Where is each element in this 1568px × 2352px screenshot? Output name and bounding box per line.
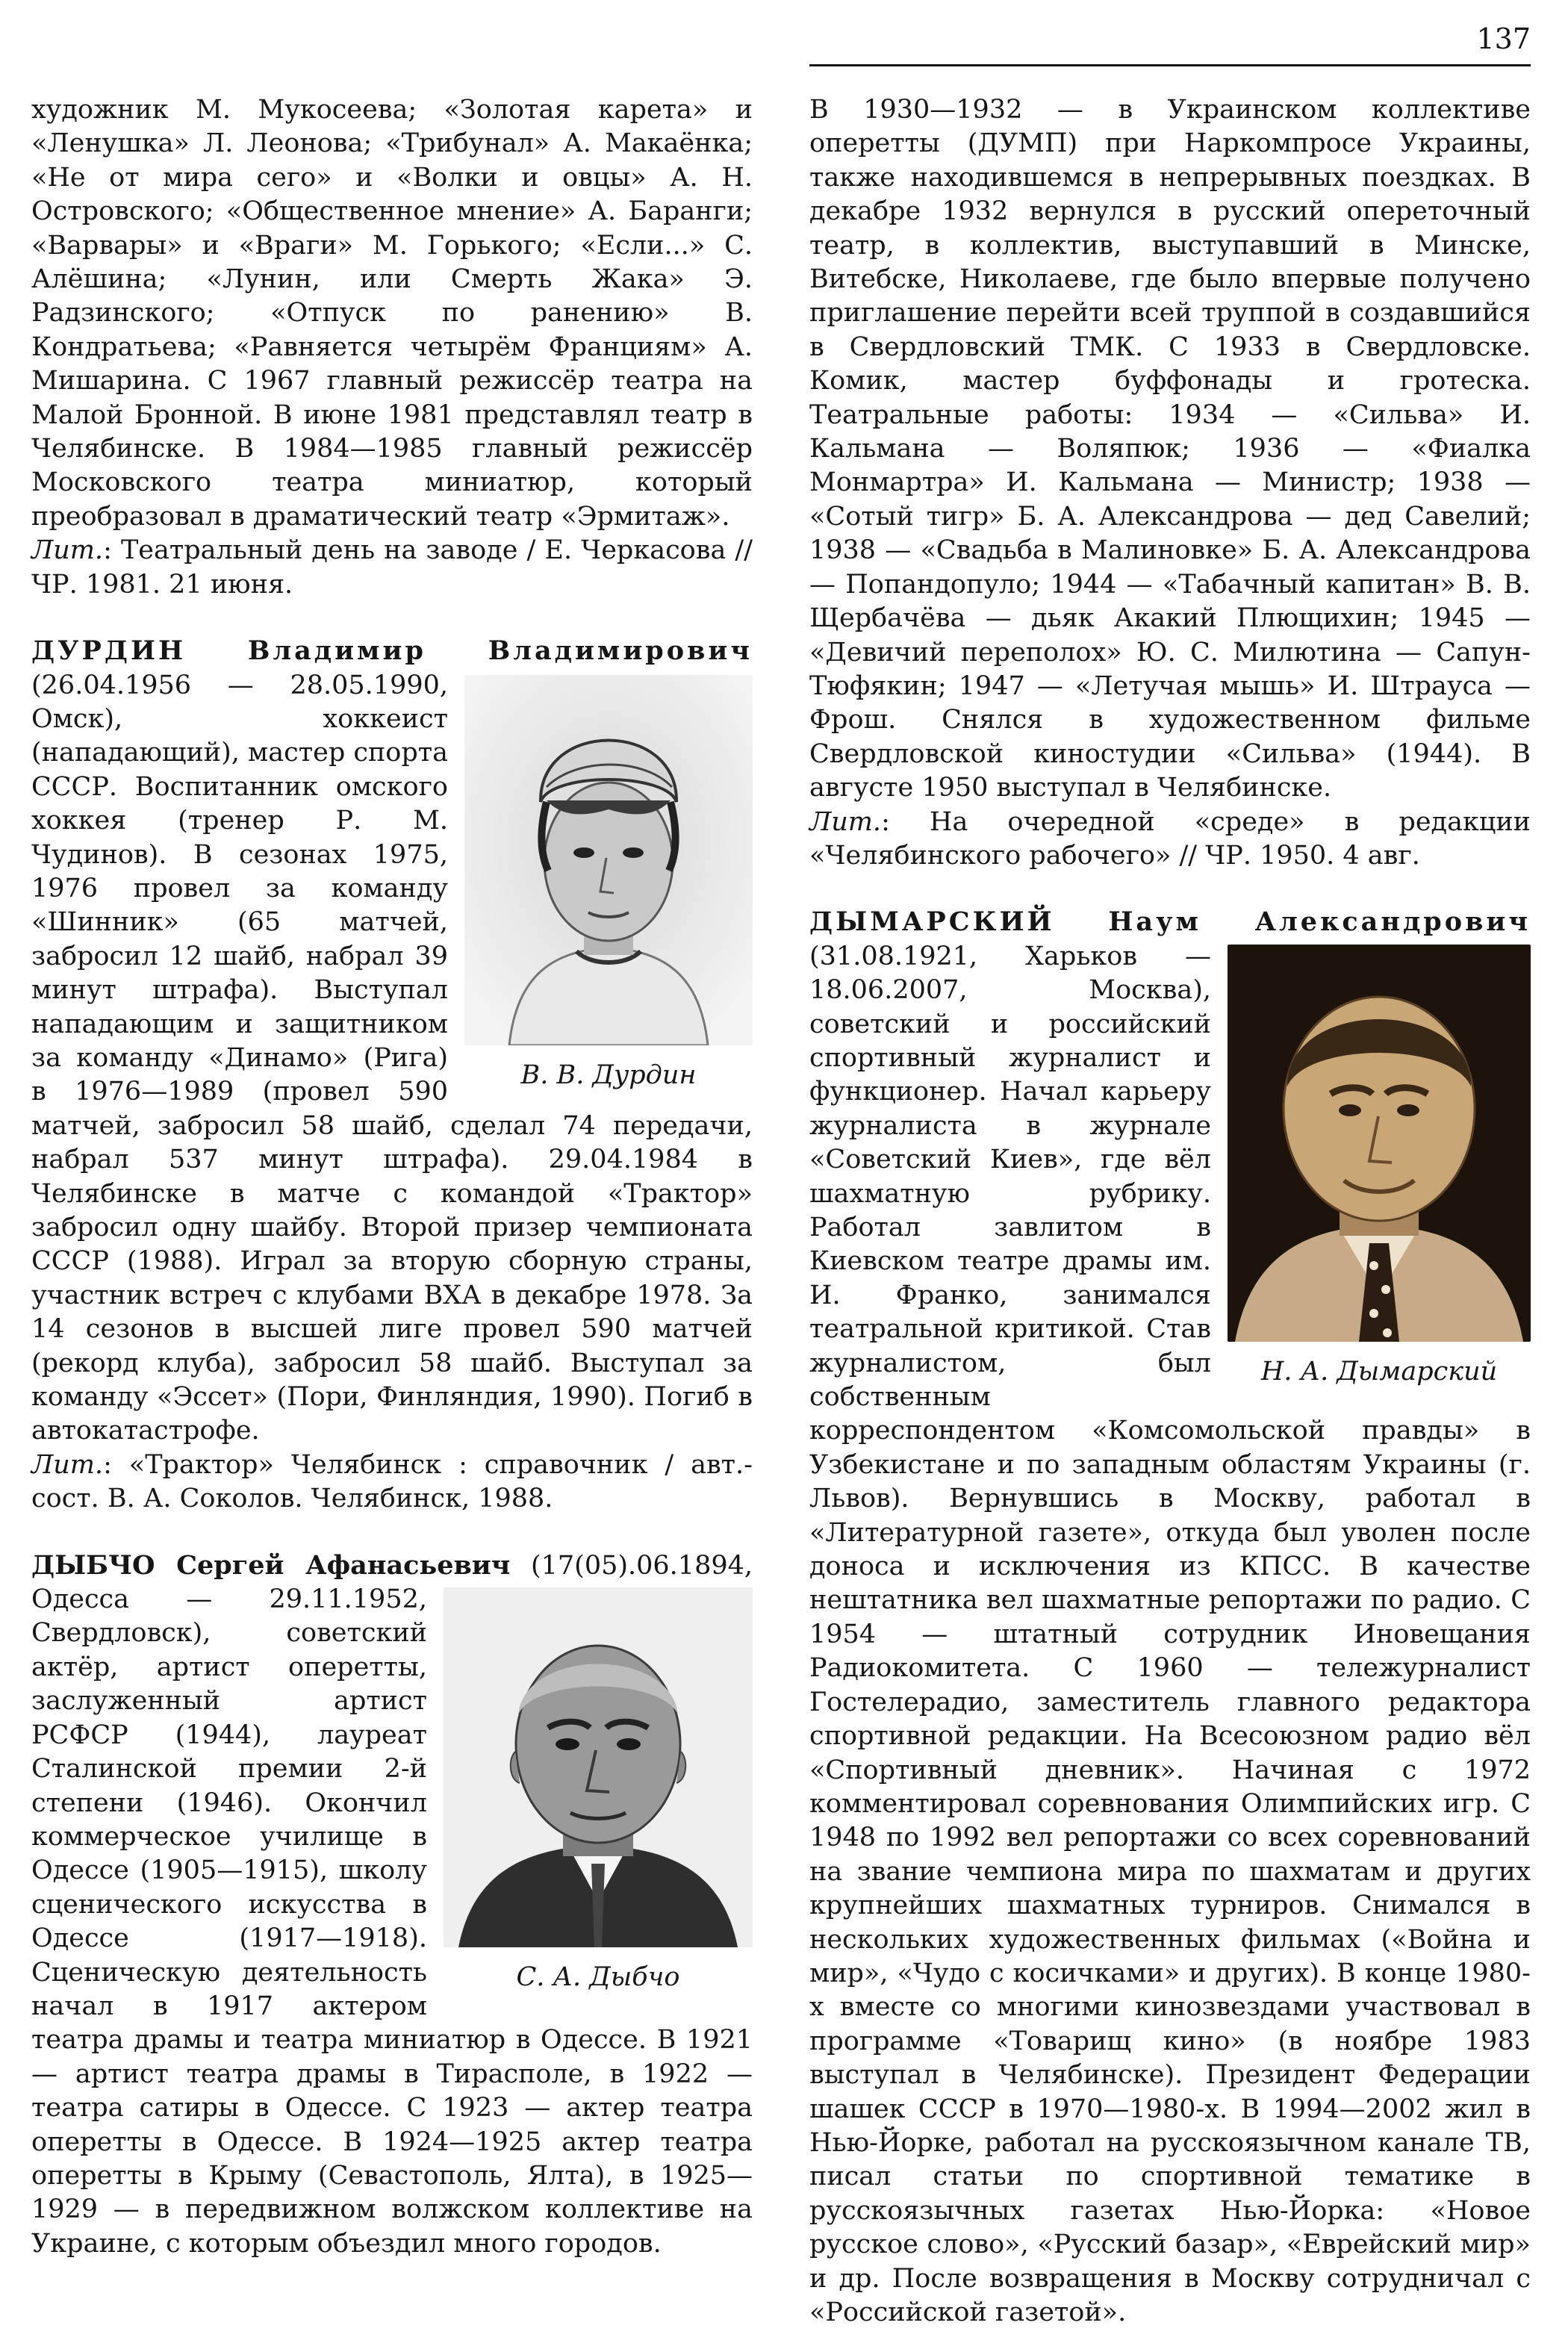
entry-text: (26.04.1956 — 28.05.1990, Омск), хоккеист (нападающий), мастер спорта СССР. Воспитанник омского хоккея (тренер Р. М. Чудинов). В сезонах 1975, 1976 провел за команду «Шинник» (65 матчей, забросил 12 шайб, набрал 39 минут штрафа). Выступал нападающим и защитником за команду «Динамо» (Рига) в 1976—1989 (провел 590 матчей, забросил 58 шайб, сделал 74 передачи, набрал 537 минут штрафа). 29.04.1984 в Челябинске в матче с командой «Трактор» забросил одну шайбу. Второй призер чемпионата СССР (1988). Играл за вторую сборную страны, участник встреч с клубами ВХА в декабре 1978. За 14 сезонов в высшей лиге провел 590 матчей (рекорд клуба), забросил 58 шайб. Выступал за команду «Эссет» (Пори, Финляндия, 1990). Погиб в автокатастрофе. xyxy=(31,670,753,1446)
left-column xyxy=(31,93,753,2261)
figure-caption: С. А. Дыбчо xyxy=(516,1962,680,1993)
entry-durdin: ДУРДИН Владимир Владимирович В. В. Дурдин (26.04.1956 — 28.05.1990, Омск), хоккеист (нападающий), мастер спорта СССР. Воспитанник омского хоккея (тренер Р. М. Чудинов). В сезонах 1975, 1976 провел за команду «Шинник» (65 матчей, забросил 12 шайб, набрал 39 минут штрафа). Выступал нападающим и защитником за команду «Динамо» (Рига) в 1976—1989 (провел 590 матчей, забросил 58 шайб, сделал 74 передачи, набрал 537 минут штрафа). 29.04.1984 в Челябинске в матче с командой «Трактор» забросил одну шайбу. Второй призер чемпионата СССР (1988). Играл за вторую сборную страны, участник встреч с клубами ВХА в декабре 1978. За 14 сезонов в высшей лиге провел 590 матчей (рекорд клуба), забросил 58 шайб. Выступал за команду «Эссет» (Пори, Финляндия, 1990). Погиб в автокатастрофе. Лит.: «Трактор» Челябинск : справочник / авт.-сост. В. А. Соколов. Челябинск, 1988. xyxy=(31,635,753,1514)
figure-dybcho xyxy=(444,1587,753,1994)
header-rule xyxy=(809,64,1531,66)
dybcho-continuation: В 1930—1932 — в Украинском коллективе оперетты (ДУМП) при Наркомпросе Украины, также находившемся в непрерывных поездках. В декабре 1932 вернулся в русский опереточный театр, в коллектив, выступавший в Минске, Витебске, Николаеве, где было впервые получено приглашение перейти всей труппой в создавшийся в Свердловский ТМК. С 1933 в Свердловске. Комик, мастер буффонады и гротеска. Театральные работы: 1934 — «Сильва» И. Кальмана — Воляпюк; 1936 — «Фиалка Монмартра» И. Кальмана — Министр; 1938 — «Сотый тигр» Б. А. Александрова — дед Савелий; 1938 — «Свадьба в Малиновке» Б. А. Александрова — Попандопуло; 1944 — «Табачный капитан» В. В. Щербачёва — дьяк Акакий Плющихин; 1945 — «Девичий переполох» Ю. С. Милютина — Сапун-Тюфякин; 1947 — «Летучая мышь» И. Штрауса — Фрош. Снялся в художественном фильме Свердловской киностудии «Сильва» (1944). В августе 1950 выступал в Челябинске. Лит.: На очередной «среде» в редакции «Челябинского рабочего» // ЧР. 1950. 4 авг. xyxy=(809,95,1531,871)
man-portrait-sepia-icon xyxy=(1228,945,1531,1342)
entry-dybcho xyxy=(31,1549,753,2262)
entry-literature: : «Трактор» Челябинск : справочник / авт.-сост. В. А. Соколов. Челябинск, 1988. xyxy=(31,1449,753,1514)
figure-caption: Н. А. Дымарский xyxy=(1260,1356,1498,1387)
figure-dymarsky xyxy=(1228,945,1531,1389)
entry-text: (17(05).06.1894, Одесса — 29.11.1952, Свердловск), советский актёр, артист оперетты, заслуженный артист РСФСР (1944), лауреат Сталинской премии 2-й степени (1946). Окончил коммерческое училище в Одессе (1905—1915), школу сценического искусства в Одессе (1917—1918). Сценическую деятельность начал в 1917 актером театра драмы и театра миниатюр в Одессе. В 1921 — артист театра драмы в Тирасполе, в 1922 — театра сатиры в Одессе. С 1923 — актер театра оперетты в Одессе. В 1924—1925 актер театра оперетты в Крыму (Севастополь, Ялта), в 1925—1929 — в передвижном волжском коллективе на Украине, с которым объездил много городов. xyxy=(31,1550,753,2259)
previous-entry-continuation: художник М. Мукосеева; «Золотая карета» и «Ленушка» Л. Леонова; «Трибунал» А. Макаёнка; «Не от мира сего» и «Волки и овцы» А. Н. Островского; «Общественное мнение» А. Баранги; «Варвары» и «Враги» М. Горького; «Если...» С. Алёшина; «Лунин, или Смерть Жака» Э. Радзинского; «Отпуск по ранению» В. Кондратьева; «Равняется четырём Франциям» А. Мишарина. С 1967 главный режиссёр театра на Малой Бронной. В июне 1981 представлял театр в Челябинске. В 1984—1985 главный режиссёр Московского театра миниатюр, который преобразовал в драматический театр «Эрмитаж». Лит.: Театральный день на заводе / Е. Черкасова // ЧР. 1981. 21 июня. xyxy=(31,95,753,600)
right-column xyxy=(809,93,1531,2330)
entry-name: ДЫМАРСКИЙ Наум Александрович xyxy=(809,906,1531,938)
figure-durdin xyxy=(464,675,753,1092)
page-number: 137 xyxy=(1476,22,1531,55)
entry-text: (31.08.1921, Харьков — 18.06.2007, Москва), советский и российский спортивный журналист и функционер. Начал карьеру журналиста в журнале «Советский Киев», где вёл шахматную рубрику. Работал завлитом в Киевском театре драмы им. И. Франко, занимался театральной критикой. Став журналистом, был собственным корреспондентом «Комсомольской правды» в Узбекистане и по западным областям Украины (г. Львов). Вернувшись в Москву, работал в «Литературной газете», откуда был уволен после доноса и исключения из КПСС. В качестве нештатника вел шахматные репортажи по радио. С 1954 — штатный сотрудник Иновещания Радиокомитета. С 1960 — тележурналист Гостелерадио, заместитель главного редактора спортивной редакции. На Всесоюзном радио вёл «Спортивный дневник». Начиная с 1972 комментировал соревнования Олимпийских игр. С 1948 по 1992 вел репортажи со всех соревнований на звание чемпиона мира по шахматам и других крупнейших шахматных турниров. Снимался в нескольких художественных фильмах («Война и мир», «Чудо с косичками» и других). В конце 1980-х вместе со многими кинозвездами участвовал в программе «Товарищ кино» (в ноябре 1983 выступал в Челябинске). Президент Федерации шашек СССР в 1970—1980-х. В 1994—2002 жил в Нью-Йорке, работал на русскоязычном канале ТВ, писал статьи по спортивной тематике в русскоязычных газетах Нью-Йорка: «Новое русское слово», «Русский базар», «Еврейский мир» и др. После возвращения в Москву сотрудничал с «Российской газетой». xyxy=(809,941,1531,2327)
entry-name: ДЫБЧО Сергей Афанасьевич xyxy=(31,1549,511,1581)
entry-name: ДУРДИН Владимир Владимирович xyxy=(31,635,753,667)
hockey-player-portrait-icon xyxy=(464,675,753,1045)
figure-caption: В. В. Дурдин xyxy=(520,1060,697,1090)
entry-dymarsky xyxy=(809,905,1531,2330)
man-portrait-bw-icon xyxy=(444,1587,753,1947)
